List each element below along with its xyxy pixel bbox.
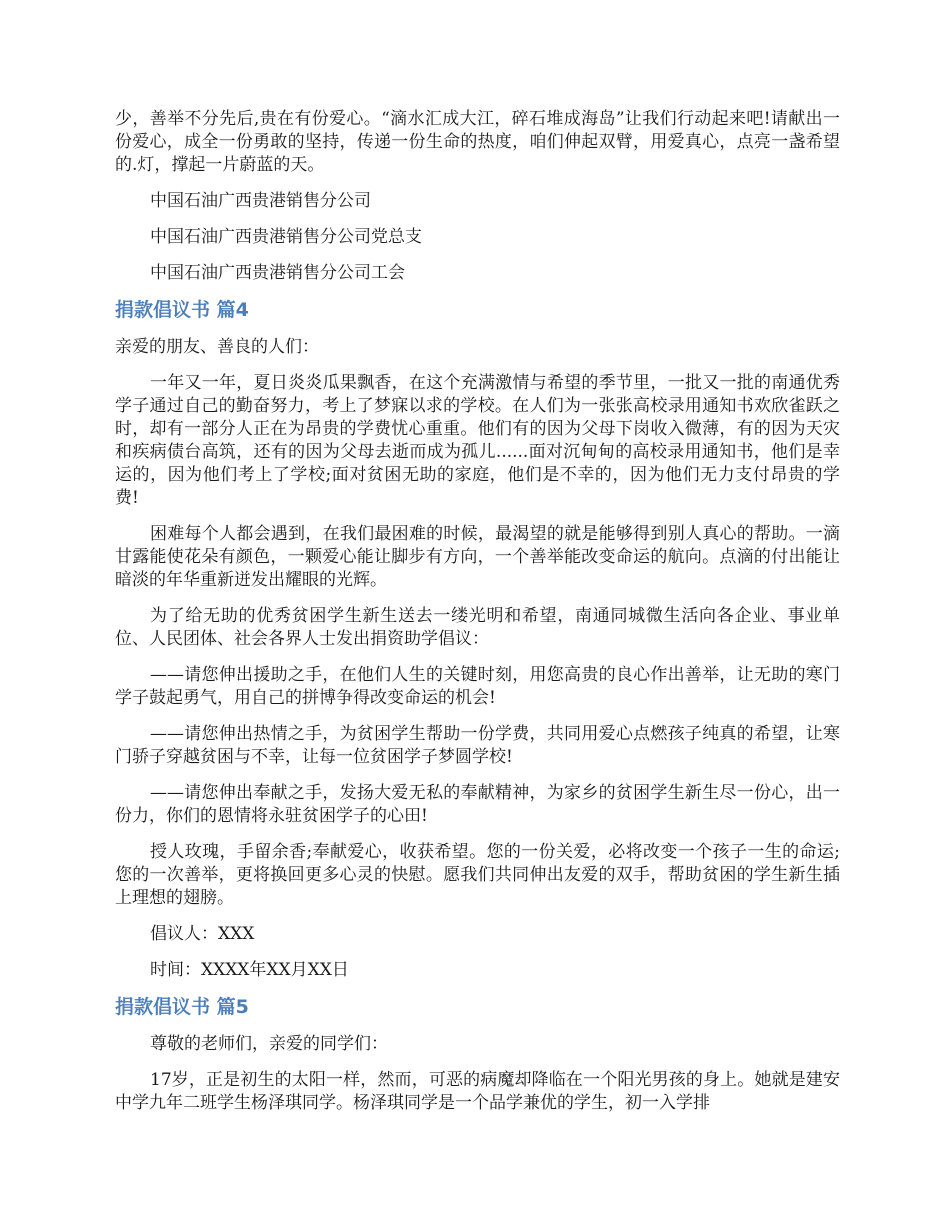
section-heading: 捐款倡议书 篇5: [115, 996, 249, 1018]
body-paragraph: 授人玫瑰，手留余香;奉献爱心，收获希望。您的一份关爱，必将改变一个孩子一生的命运;您的一次善举，更将换回更多心灵的快慰。愿我们共同伸出友爱的双手，帮助贫困的学生新生插上理想的翅膀。: [115, 842, 840, 908]
greeting: 亲爱的朋友、善良的人们：: [115, 337, 319, 357]
greeting: 尊敬的老师们，亲爱的同学们：: [150, 1034, 388, 1054]
body-paragraph: 为了给无助的优秀贫困学生新生送去一缕光明和希望，南通同城微生活向各企业、事业单位、人民团体、社会各界人士发出捐资助学倡议：: [115, 606, 840, 649]
appeal-paragraph: ——请您伸出热情之手，为贫困学生帮助一份学费，共同用爱心点燃孩子纯真的希望，让寒门骄子穿越贫困与不幸，让每一位贫困学子梦圆学校!: [115, 724, 840, 767]
document-page: [115, 108, 840, 1128]
date-line: 时间：XXXX年XX月XX日: [150, 960, 349, 980]
body-paragraph: 一年又一年，夏日炎炎瓜果飘香，在这个充满激情与希望的季节里，一批又一批的南通优秀学子通过自己的勤奋努力，考上了梦寐以求的学校。在人们为一张张高校录用通知书欢欣雀跃之时，却有一部分人正在为昂贵的学费忧心重重。他们有的因为父母下岗收入微薄，有的因为天灾和疾病债台高筑，还有的因为父母去逝而成为孤儿......面对沉甸甸的高校录用通知书，他们是幸运的，因为他们考上了学校;面对贫困无助的家庭，他们是不幸的，因为他们无力支付昂贵的学费!: [115, 373, 840, 508]
proposer-line: 倡议人：XXX: [150, 924, 255, 944]
body-paragraph: 困难每个人都会遇到，在我们最困难的时候，最渴望的就是能够得到别人真心的帮助。一滴甘露能使花朵有颜色，一颗爱心能让脚步有方向，一个善举能改变命运的航向。点滴的付出能让暗淡的年华重新迸发出耀眼的光辉。: [115, 524, 840, 590]
appeal-paragraph: ——请您伸出援助之手，在他们人生的关键时刻，用您高贵的良心作出善举，让无助的寒门学子鼓起勇气，用自己的拼博争得改变命运的机会!: [115, 665, 840, 708]
signature-line: 中国石油广西贵港销售分公司党总支: [150, 227, 422, 247]
signature-line: 中国石油广西贵港销售分公司: [150, 191, 371, 211]
appeal-paragraph: ——请您伸出奉献之手，发扬大爱无私的奉献精神，为家乡的贫困学生新生尽一份心，出一份力，你们的恩情将永驻贫困学子的心田!: [115, 783, 840, 826]
body-paragraph: 17岁，正是初生的太阳一样，然而，可恶的病魔却降临在一个阳光男孩的身上。她就是建安中学九年二班学生杨泽琪同学。杨泽琪同学是一个品学兼优的学生，初一入学排: [115, 1070, 840, 1113]
section-heading: 捐款倡议书 篇4: [115, 299, 249, 321]
continued-paragraph: 少，善举不分先后,贵在有份爱心。“滴水汇成大江，碎石堆成海岛”让我们行动起来吧!请献出一份爱心，成全一份勇敢的坚持，传递一份生命的热度，咱们伸起双臂，用爱真心，点亮一盏希望的.灯，撑起一片蔚蓝的天。: [115, 109, 840, 175]
signature-line: 中国石油广西贵港销售分公司工会: [150, 263, 405, 283]
